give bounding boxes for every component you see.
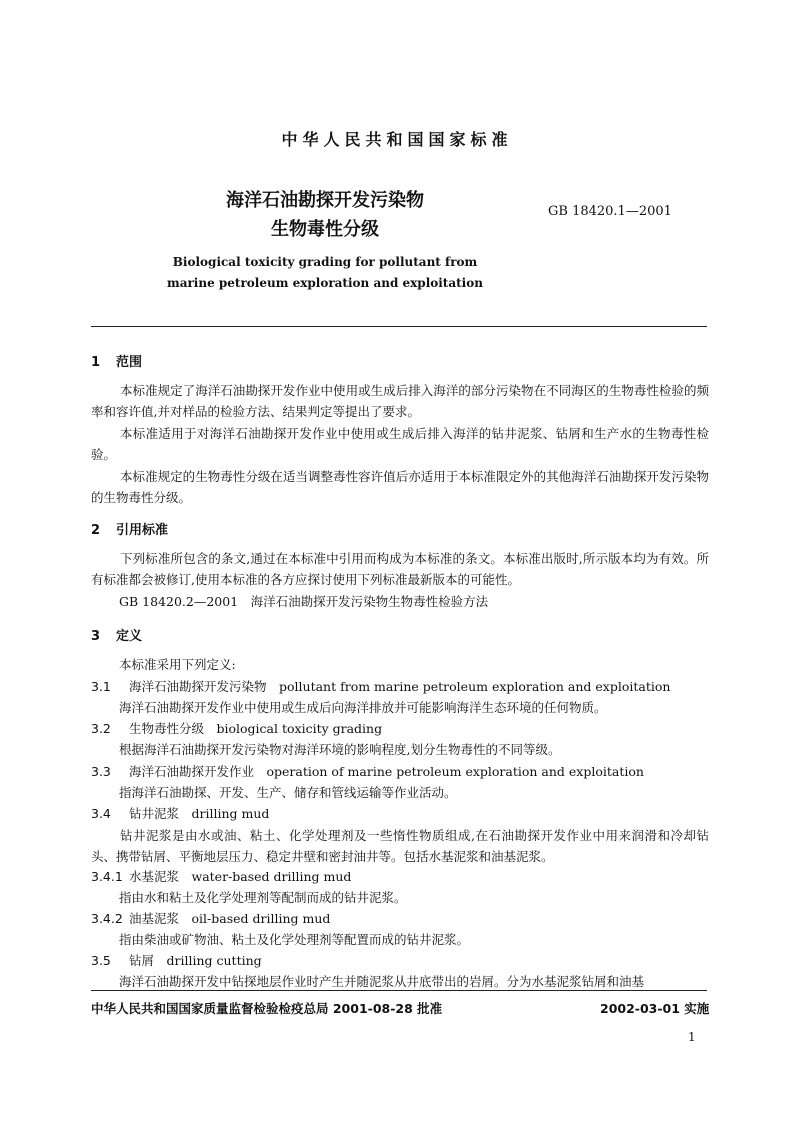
definitions-intro: 本标准采用下列定义: xyxy=(119,657,236,672)
title-line-1: 海洋石油勘探开发污染物 xyxy=(226,190,424,211)
definition-term xyxy=(91,951,262,969)
standard-code: GB 18420.1—2001 xyxy=(548,204,672,219)
term-text: 生物毒性分级 biological toxicity grading xyxy=(129,721,383,736)
paragraph: 本标准适用于对海洋石油勘探开发作业中使用或生成后排入海洋的钻井泥浆、钻屑和生产水的生物毒性检验。 xyxy=(91,426,709,462)
section-title: 定义 xyxy=(116,629,143,644)
english-title-line-2: marine petroleum exploration and exploitation xyxy=(167,276,483,290)
paragraph: 下列标准所包含的条文,通过在本标准中引用而构成为本标准的条文。本标准出版时,所示版本均为有效。所有标准都会被修订,使用本标准的各方应探讨使用下列标准最新版本的可能性。 xyxy=(91,551,709,587)
top-divider xyxy=(91,326,707,327)
definition-term xyxy=(91,762,644,780)
approval-statement: 中华人民共和国国家质量监督检验检疫总局 2001-08-28 批准 xyxy=(91,1001,443,1016)
section-3-heading xyxy=(91,625,142,644)
definition-term xyxy=(91,677,670,695)
paragraph: 本标准规定了海洋石油勘探开发作业中使用或生成后排入海洋的部分污染物在不同海区的生物毒性检验的频率和容许值,并对样品的检验方法、结果判定等提出了要求。 xyxy=(91,383,709,419)
term-text: 水基泥浆 water-based drilling mud xyxy=(129,869,352,884)
clause-number: 3.4.2 xyxy=(91,911,123,926)
referenced-standard: GB 18420.2—2001 海洋石油勘探开发污染物生物毒性检验方法 xyxy=(119,594,489,609)
title-line-2: 生物毒性分级 xyxy=(271,219,379,240)
definition-text: 海洋石油勘探开发作业中使用或生成后向海洋排放并可能影响海洋生态环境的任何物质。 xyxy=(119,700,607,715)
definition-term xyxy=(91,719,382,737)
definition-text: 指由柴油或矿物油、粘土及化学处理剂等配置而成的钻井泥浆。 xyxy=(119,932,470,947)
definition-text: 钻井泥浆是由水或油、粘土、化学处理剂及一些惰性物质组成,在石油勘探开发作业中用来润滑和冷却钻头、携带钻屑、平衡地层压力、稳定井壁和密封油井等。包括水基泥浆和油基泥浆。 xyxy=(91,828,709,864)
clause-number: 3.3 xyxy=(91,764,111,779)
clause-number: 3.2 xyxy=(91,721,111,736)
clause-number: 3.4 xyxy=(91,806,111,821)
clause-number: 3.1 xyxy=(91,679,111,694)
section-title: 引用标准 xyxy=(116,523,169,538)
definition-text: 指海洋石油勘探、开发、生产、储存和管线运输等作业活动。 xyxy=(119,785,457,800)
national-standard-header: 中华人民共和国国家标准 xyxy=(281,130,513,149)
definition-term xyxy=(91,804,269,822)
page-number: 1 xyxy=(688,1030,696,1044)
clause-number: 3.5 xyxy=(91,953,111,968)
english-title-line-1: Biological toxicity grading for pollutant from xyxy=(172,255,478,269)
term-text: 海洋石油勘探开发污染物 pollutant from marine petroleum exploration and exploitation xyxy=(129,679,671,694)
definition-text: 根据海洋石油勘探开发污染物对海洋环境的影响程度,划分生物毒性的不同等级。 xyxy=(119,742,561,757)
definition-text: 指由水和粘土及化学处理剂等配制而成的钻井泥浆。 xyxy=(119,890,407,905)
definition-term xyxy=(91,909,330,927)
section-number: 3 xyxy=(91,629,101,644)
definition-term xyxy=(91,867,351,885)
term-text: 钻井泥浆 drilling mud xyxy=(129,806,270,821)
section-number: 1 xyxy=(91,355,101,370)
section-number: 2 xyxy=(91,523,101,538)
definition-text: 海洋石油勘探开发中钻探地层作业时产生并随泥浆从井底带出的岩屑。分为水基泥浆钻屑和油基 xyxy=(119,974,645,989)
section-1-heading xyxy=(91,351,142,370)
bottom-divider xyxy=(91,990,707,991)
term-text: 海洋石油勘探开发作业 operation of marine petroleum exploration and exploitation xyxy=(129,764,644,779)
implementation-date: 2002-03-01 实施 xyxy=(600,1001,710,1016)
section-title: 范围 xyxy=(116,355,143,370)
section-2-heading xyxy=(91,519,168,538)
term-text: 钻屑 drilling cutting xyxy=(129,953,262,968)
clause-number: 3.4.1 xyxy=(91,869,123,884)
paragraph: 本标准规定的生物毒性分级在适当调整毒性容许值后亦适用于本标准限定外的其他海洋石油勘探开发污染物的生物毒性分级。 xyxy=(91,469,709,505)
term-text: 油基泥浆 oil-based drilling mud xyxy=(129,911,331,926)
